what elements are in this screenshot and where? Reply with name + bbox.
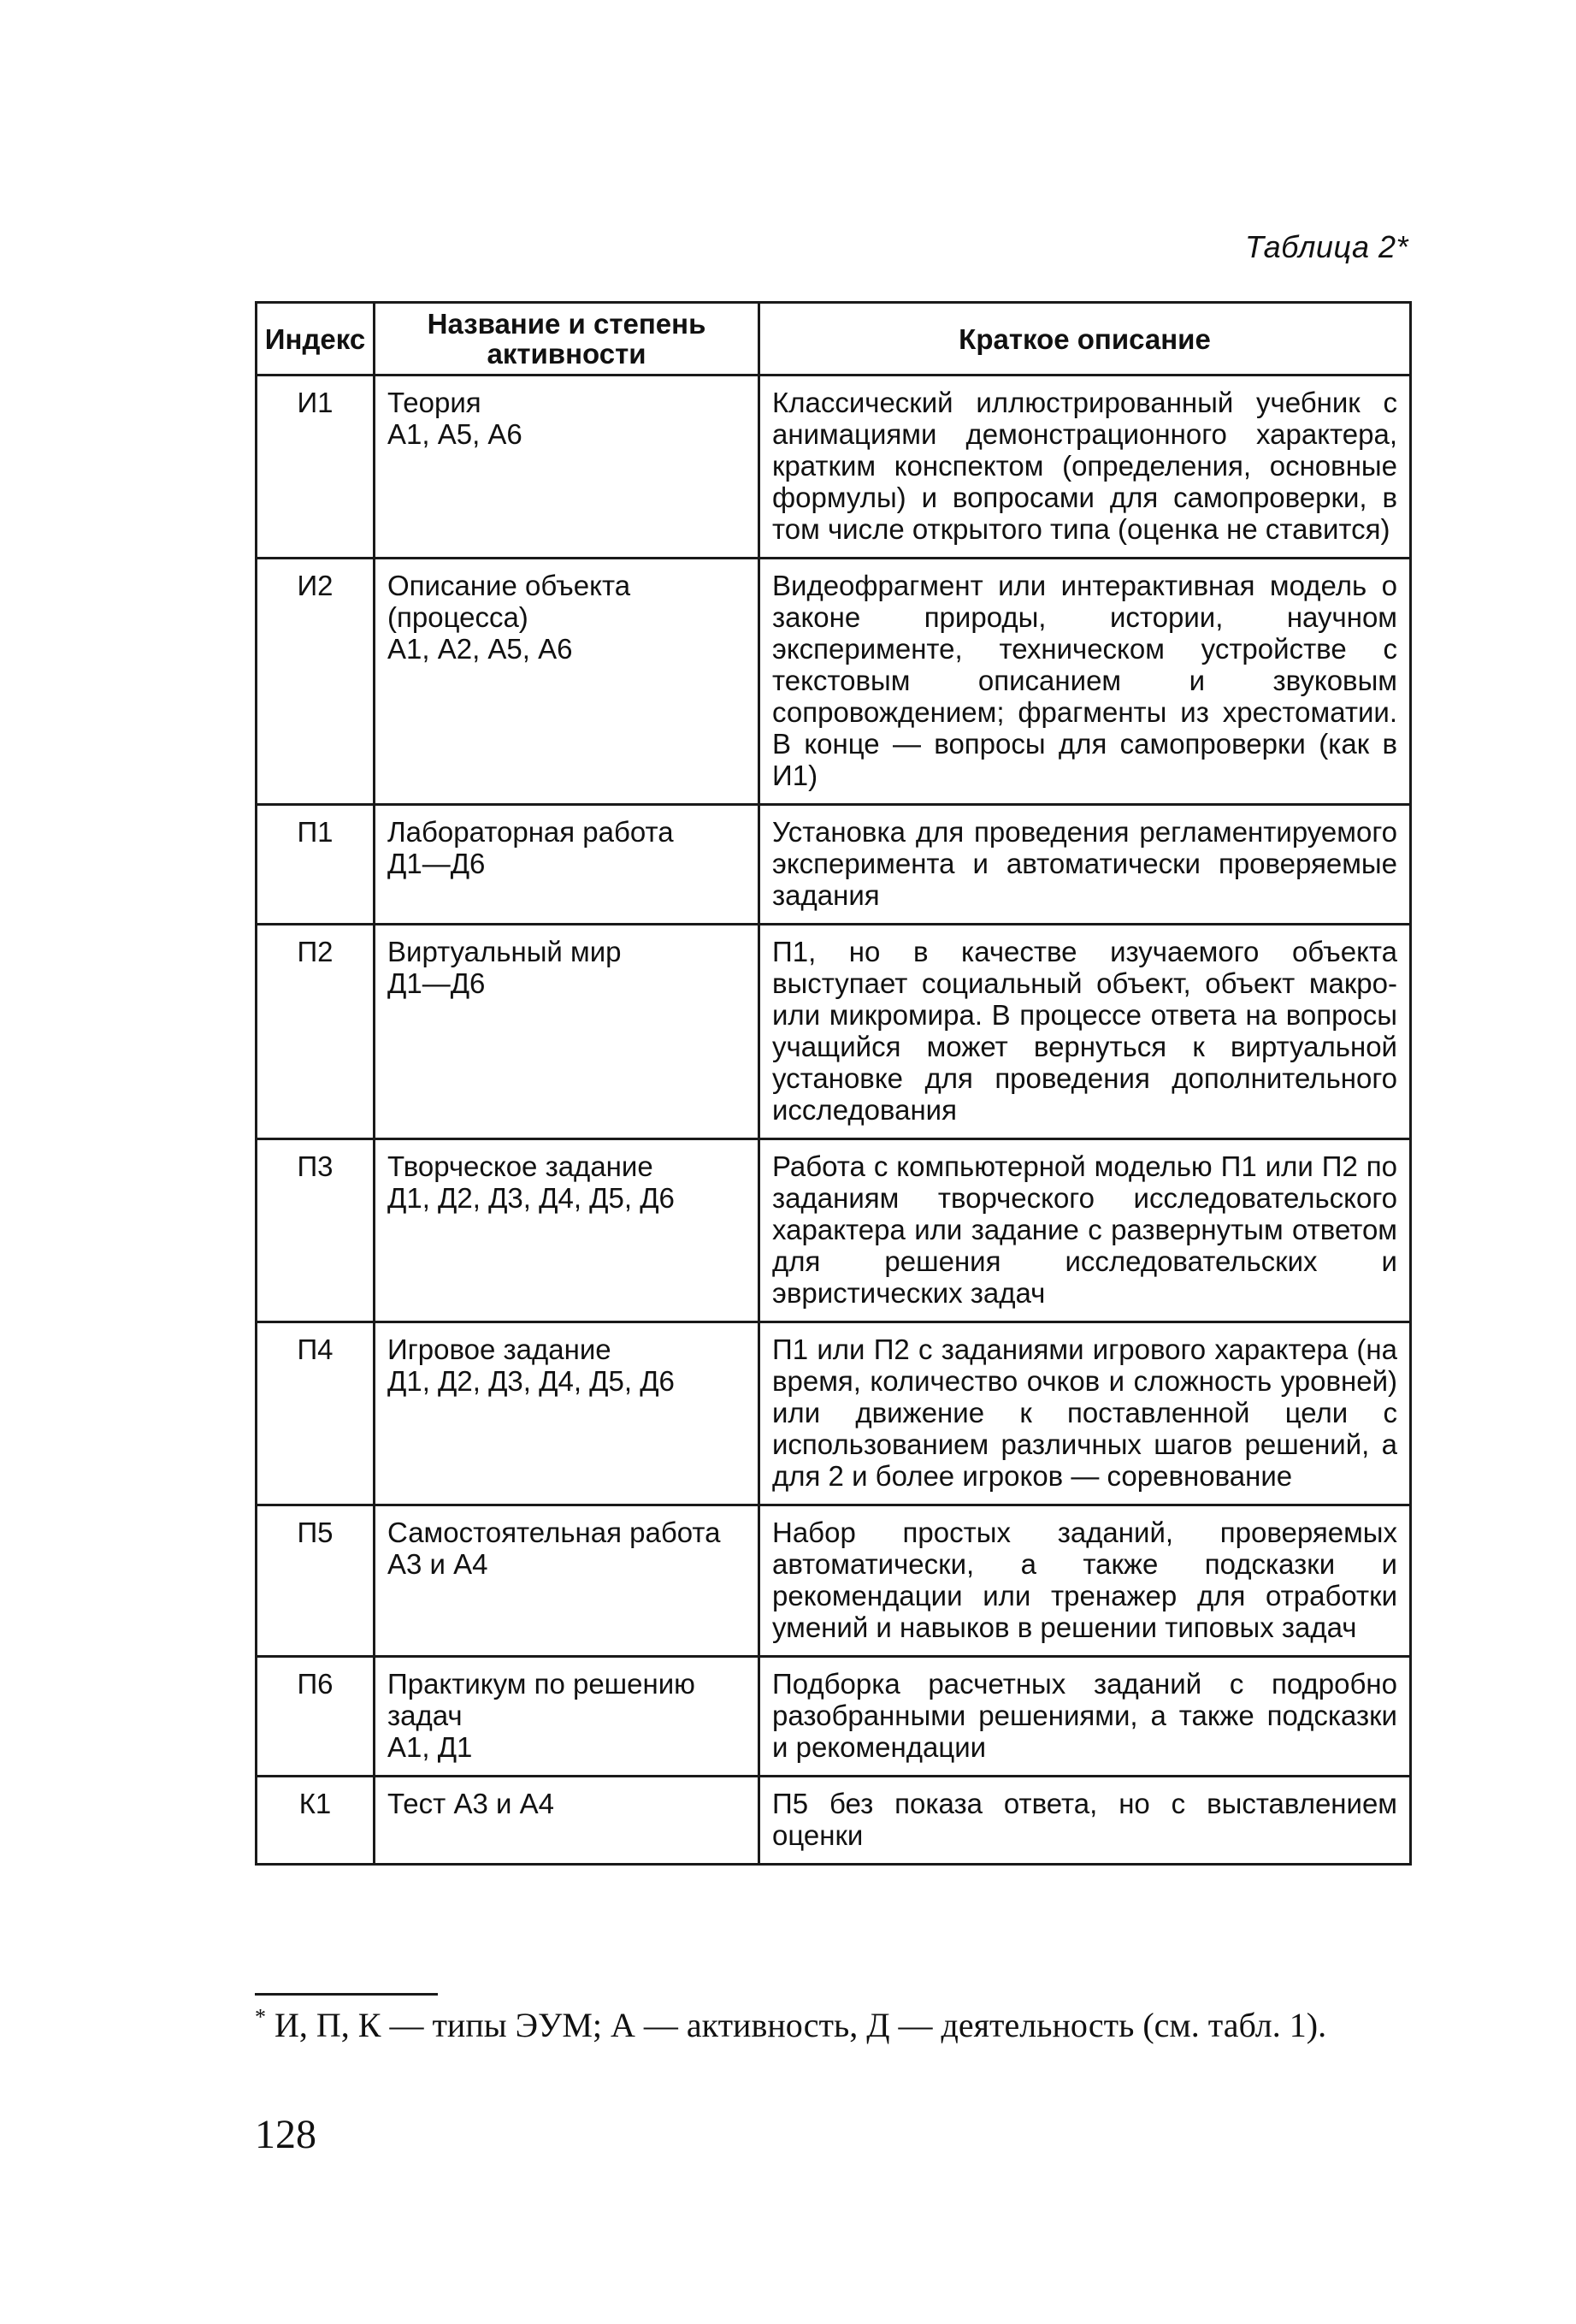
table-row — [257, 1322, 1411, 1505]
row-name-line: А1, Д1 — [387, 1731, 473, 1763]
row-name-cell — [375, 376, 759, 559]
row-name-line: Лабораторная работа — [387, 816, 674, 848]
row-name-cell — [375, 1139, 759, 1322]
header-description: Краткое описание — [759, 303, 1411, 376]
row-description-cell: Работа с компьютерной моделью П1 или П2 по заданиям творческого исследовательского характера или задание с развернутым ответом для решения исследовательских и эвристических задач — [759, 1139, 1411, 1322]
row-name-line: Самостоятельная работа — [387, 1517, 721, 1548]
row-index-cell: П3 — [257, 1139, 375, 1322]
row-index-cell: И1 — [257, 376, 375, 559]
row-description-cell: П1, но в качестве изучаемого объекта выступает социальный объект, объект макро- или микромира. В процессе ответа на вопросы учащийся может вернуться к виртуальной установке для проведения дополнительного исследования — [759, 925, 1411, 1139]
footnote-divider — [255, 1993, 438, 1996]
table-row — [257, 559, 1411, 805]
footnote-text: И, П, К — типы ЭУМ; А — активность, Д — деятельность (см. табл. 1). — [274, 2006, 1327, 2044]
row-name-line: Д1—Д6 — [387, 848, 486, 879]
footnote — [255, 2005, 1411, 2046]
row-description-cell: П5 без показа ответа, но с выставлением оценки — [759, 1777, 1411, 1865]
row-name-line: А3 и А4 — [387, 1548, 488, 1580]
row-name-line: Описание объекта — [387, 570, 631, 601]
row-name-line: Творческое задание — [387, 1150, 653, 1182]
row-name-cell — [375, 805, 759, 925]
row-description-cell: П1 или П2 с заданиями игрового характера (на время, количество очков и сложность уровней) или движение к поставленной цели с использованием различных шагов решений, а для 2 и более игроков — соревнование — [759, 1322, 1411, 1505]
table-row — [257, 1505, 1411, 1657]
row-name-line: Практикум по решению — [387, 1668, 695, 1700]
table-row — [257, 1777, 1411, 1865]
row-index-cell: П4 — [257, 1322, 375, 1505]
row-name-line: Игровое задание — [387, 1333, 611, 1365]
table-row — [257, 1139, 1411, 1322]
row-name-cell — [375, 1505, 759, 1657]
table-body — [257, 376, 1411, 1865]
row-index-cell: П6 — [257, 1657, 375, 1777]
row-name-line: А1, А5, А6 — [387, 418, 522, 450]
table-row — [257, 376, 1411, 559]
header-index: Индекс — [257, 303, 375, 376]
page-number: 128 — [255, 2112, 316, 2157]
row-description-cell: Набор простых заданий, проверяемых автоматически, а также подсказки и рекомендации или тренажер для отработки умений и навыков в решении типовых задач — [759, 1505, 1411, 1657]
table-header-row — [257, 303, 1411, 376]
header-name: Название и степень активности — [375, 303, 759, 376]
row-name-line: А1, А2, А5, А6 — [387, 633, 573, 665]
row-name-cell — [375, 1322, 759, 1505]
row-index-cell: П1 — [257, 805, 375, 925]
row-name-line: Д1—Д6 — [387, 967, 486, 999]
row-name-line: Виртуальный мир — [387, 936, 622, 967]
table-row — [257, 1657, 1411, 1777]
row-description-cell: Классический иллюстрированный учебник с анимациями демонстрационного характера, кратким конспектом (определения, основные формулы) и вопросами для самопроверки, в том числе открытого типа (оценка не ставится) — [759, 376, 1411, 559]
table-row — [257, 805, 1411, 925]
row-name-line: задач — [387, 1700, 463, 1731]
table-caption: Таблица 2* — [1244, 229, 1408, 264]
footnote-marker: * — [255, 2004, 266, 2030]
row-name-cell — [375, 1777, 759, 1865]
row-index-cell: П2 — [257, 925, 375, 1139]
row-name-line: Д1, Д2, Д3, Д4, Д5, Д6 — [387, 1365, 675, 1397]
row-name-line: Теория — [387, 387, 481, 418]
row-description-cell: Подборка расчетных заданий с подробно разобранными решениями, а также подсказки и рекомендации — [759, 1657, 1411, 1777]
row-index-cell: И2 — [257, 559, 375, 805]
row-name-cell — [375, 559, 759, 805]
row-index-cell: К1 — [257, 1777, 375, 1865]
row-name-cell — [375, 925, 759, 1139]
row-name-line: (процесса) — [387, 601, 528, 633]
row-name-line: Д1, Д2, Д3, Д4, Д5, Д6 — [387, 1182, 675, 1214]
row-index-cell: П5 — [257, 1505, 375, 1657]
table-row — [257, 925, 1411, 1139]
eum-types-table — [255, 301, 1412, 1866]
row-name-cell — [375, 1657, 759, 1777]
row-name-line: Тест А3 и А4 — [387, 1788, 554, 1819]
row-description-cell: Установка для проведения регламентируемого эксперимента и автоматически проверяемые задания — [759, 805, 1411, 925]
row-description-cell: Видеофрагмент или интерактивная модель о законе природы, истории, научном эксперименте, техническом устройстве с текстовым описанием и звуковым сопровождением; фрагменты из хрестоматии. В конце — вопросы для самопроверки (как в И1) — [759, 559, 1411, 805]
